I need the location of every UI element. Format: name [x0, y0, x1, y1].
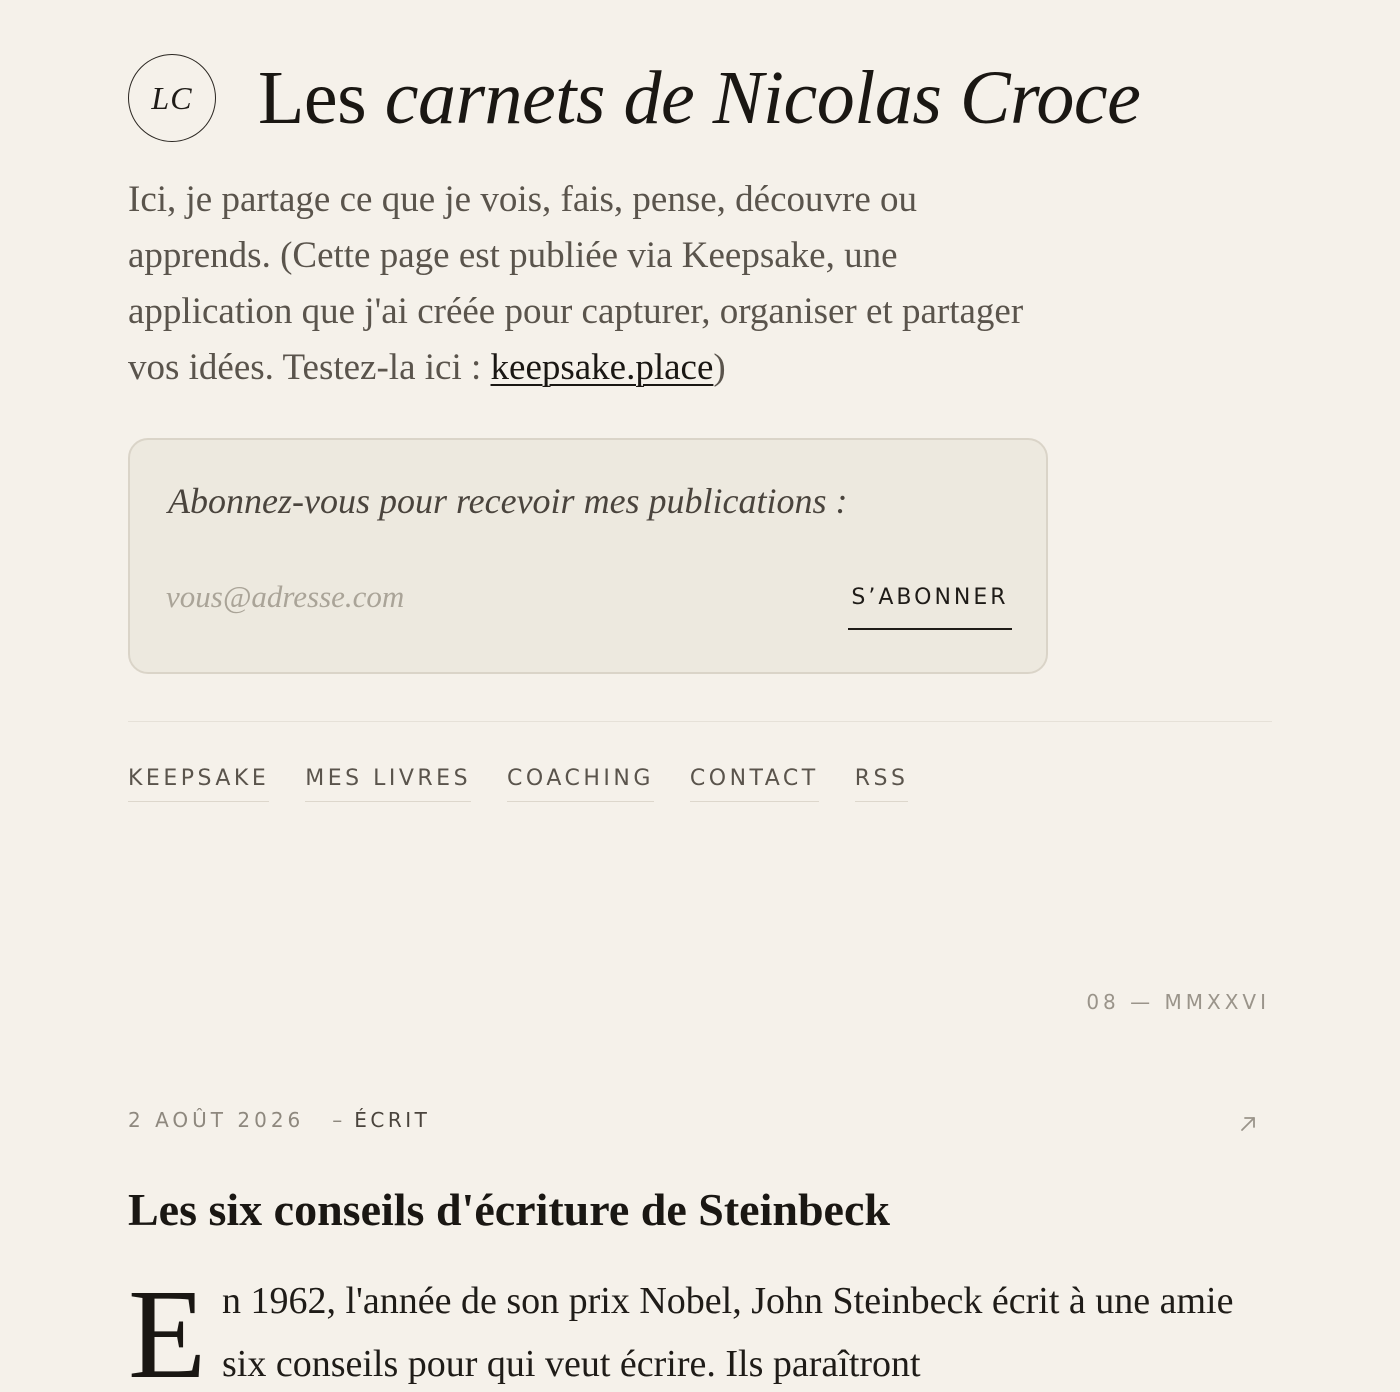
monogram-avatar[interactable]: LC — [128, 54, 216, 142]
nav-item-mes-livres[interactable]: MES LIVRES — [305, 766, 471, 802]
drop-cap: E — [128, 1263, 207, 1392]
arrow-up-right-icon[interactable] — [1236, 1112, 1260, 1136]
subscribe-prompt: Abonnez-vous pour recevoir mes publications : — [168, 481, 848, 521]
site-title-italic: carnets de Nicolas Croce — [384, 56, 1141, 140]
site-header — [128, 54, 1140, 142]
post-meta — [128, 1108, 430, 1132]
nav-item-contact[interactable]: CONTACT — [690, 766, 819, 802]
divider — [128, 721, 1272, 722]
nav-item-coaching[interactable]: COACHING — [507, 766, 654, 802]
nav-item-keepsake[interactable]: KEEPSAKE — [128, 766, 269, 802]
post-category[interactable]: ÉCRIT — [354, 1108, 431, 1132]
page — [128, 0, 1272, 1392]
main-nav — [128, 766, 908, 802]
site-title[interactable] — [258, 54, 1140, 142]
issue-marker: 08 — MMXXVI — [1086, 990, 1270, 1014]
subscribe-card — [128, 438, 1048, 674]
site-title-plain: Les — [258, 56, 367, 140]
post-meta-dash: – — [332, 1108, 343, 1132]
email-field[interactable] — [166, 572, 786, 622]
nav-item-rss[interactable]: RSS — [855, 766, 909, 802]
post-title[interactable]: Les six conseils d'écriture de Steinbeck — [128, 1184, 890, 1235]
post-excerpt-text: n 1962, l'année de son prix Nobel, John Steinbeck écrit à une amie six conseils pour qui veut écrire. Ils paraîtront — [222, 1280, 1234, 1385]
intro-closing: ) — [713, 347, 726, 388]
post-date: 2 AOÛT 2026 — [128, 1108, 305, 1132]
subscribe-button[interactable]: S’ABONNER — [848, 578, 1012, 630]
intro-text — [128, 172, 1028, 396]
keepsake-link[interactable]: keepsake.place — [490, 347, 714, 388]
intro-body: Ici, je partage ce que je vois, fais, pense, découvre ou apprends. (Cette page est publiée via Keepsake, une application que j'ai créée pour capturer, organiser et partager vos idées. Testez-la ici : — [128, 179, 1024, 388]
